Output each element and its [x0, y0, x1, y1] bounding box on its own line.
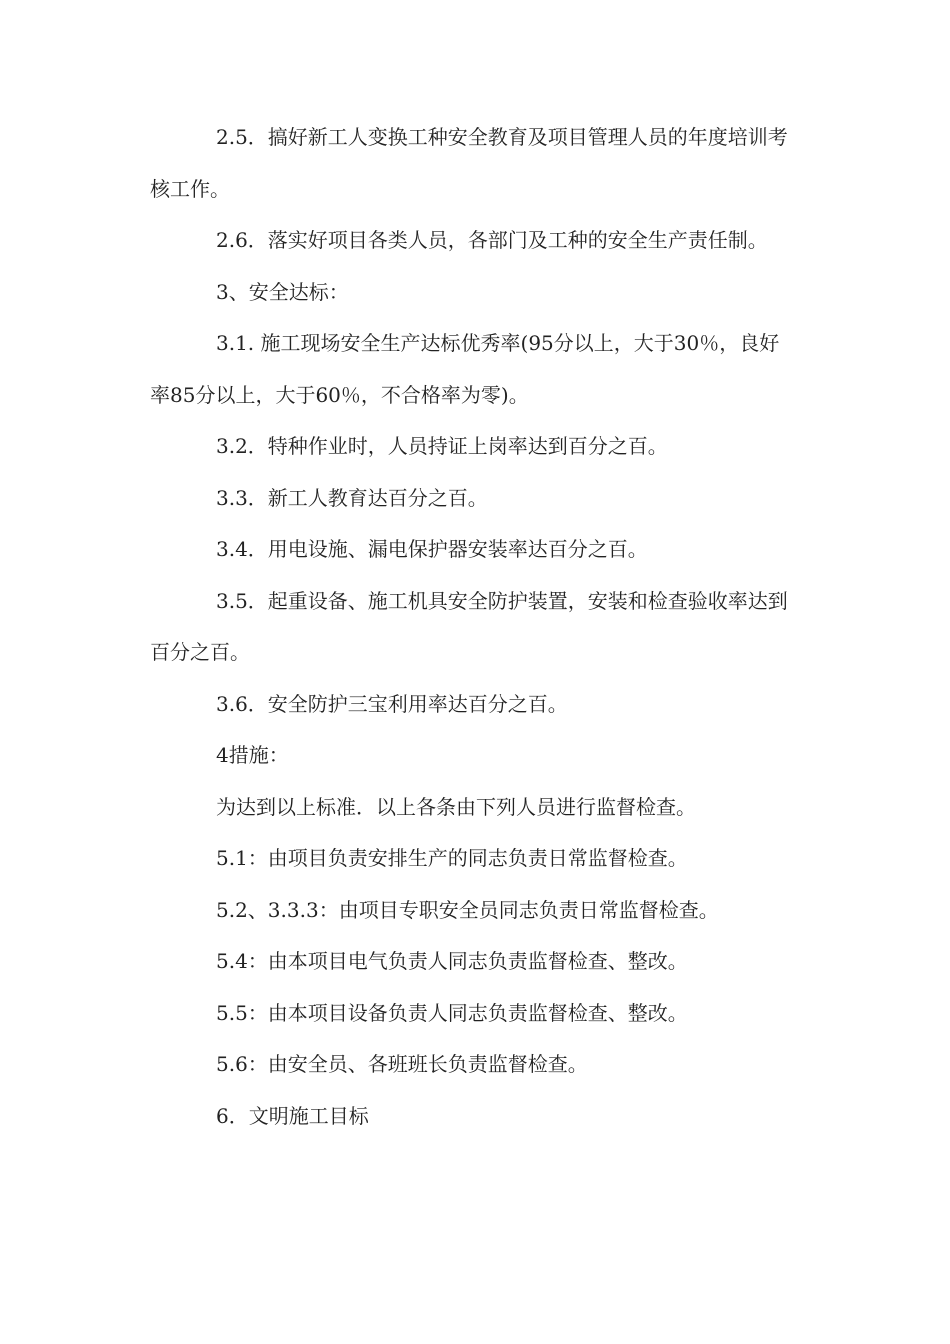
paragraph-3-6: 3.6．安全防护三宝利用率达百分之百。	[216, 691, 568, 716]
paragraph-3-2: 3.2．特种作业时，人员持证上岗率达到百分之百。	[216, 434, 668, 458]
paragraph-3-3: 3.3．新工人教育达百分之百。	[216, 485, 488, 510]
paragraph-5-2: 5.2、3.3.3：由项目专职安全员同志负责日常监督检查。	[216, 897, 719, 922]
paragraph-3-5: 3.5．起重设备、施工机具安全防护装置，安装和检查验收率达到百分之百。	[150, 588, 788, 664]
paragraph-5-4: 5.4：由本项目电气负责人同志负责监督检查、整改。	[216, 949, 688, 973]
section-heading-4: 4措施：	[216, 743, 289, 767]
paragraph-5-1: 5.1：由项目负责安排生产的同志负责日常监督检查。	[216, 846, 688, 870]
section-heading-6: 6．文明施工目标	[216, 1103, 369, 1128]
section-heading-3: 3、安全达标：	[216, 279, 349, 304]
paragraph-3-1: 3.1. 施工现场安全生产达标优秀率(95分以上，大于30％，良好率85分以上，大于60％，不合格率为零)。	[150, 331, 780, 407]
paragraph-measures-intro: 为达到以上标准．以上各条由下列人员进行监督检查。	[216, 794, 696, 819]
paragraph-5-6: 5.6：由安全员、各班班长负责监督检查。	[216, 1052, 588, 1076]
paragraph-3-4: 3.4．用电设施、漏电保护器安装率达百分之百。	[216, 537, 648, 561]
paragraph-5-5: 5.5：由本项目设备负责人同志负责监督检查、整改。	[216, 1000, 688, 1025]
document-body	[150, 112, 790, 1142]
paragraph-2-5: 2.5．搞好新工人变换工种安全教育及项目管理人员的年度培训考核工作。	[150, 125, 788, 201]
paragraph-2-6: 2.6．落实好项目各类人员，各部门及工种的安全生产责任制。	[216, 228, 768, 252]
